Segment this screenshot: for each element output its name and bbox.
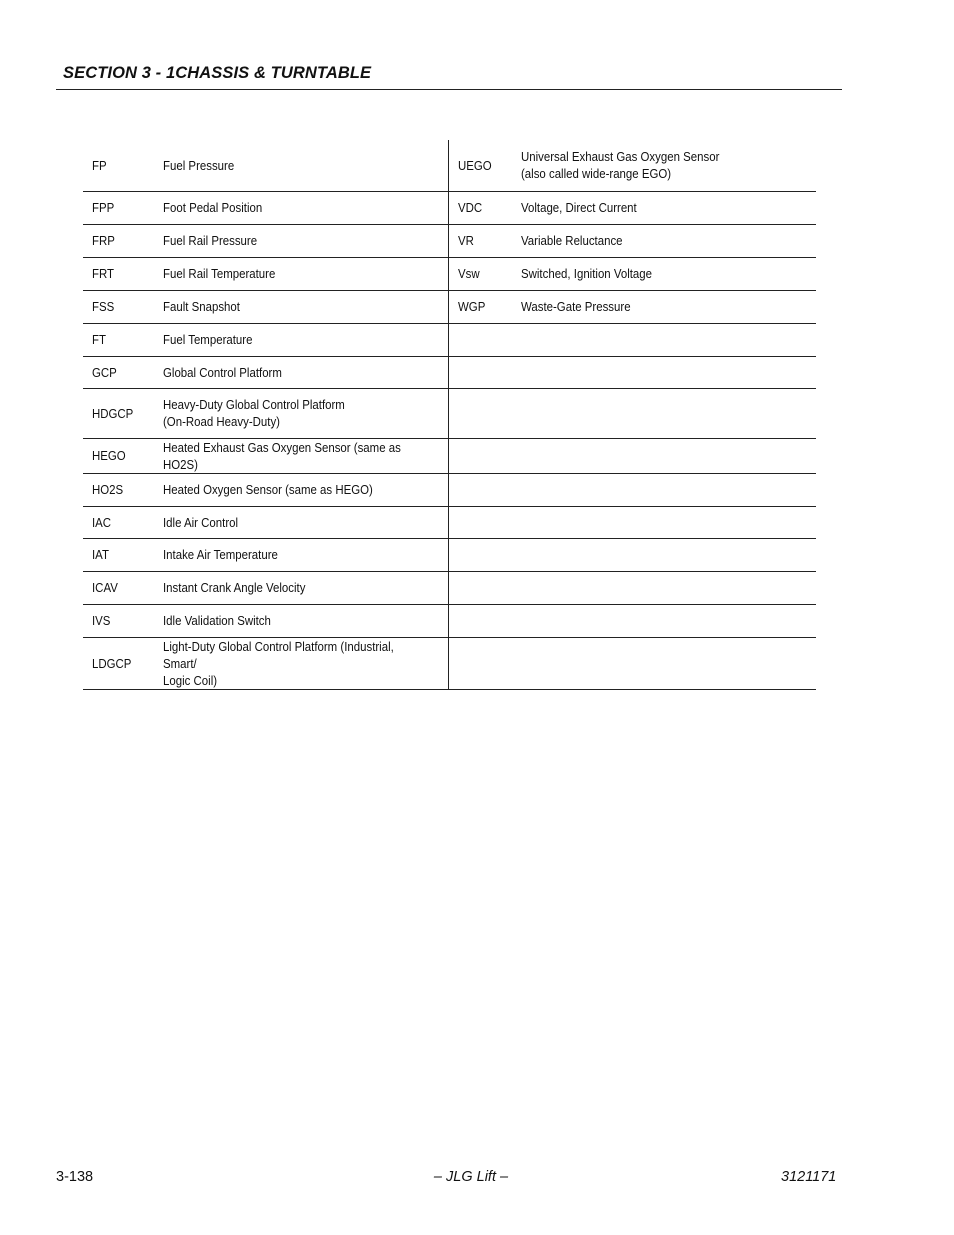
abbr-left-text: FP: [92, 157, 107, 173]
table-row: [83, 571, 816, 604]
table-row: [83, 473, 816, 506]
definition-right-text: Universal Exhaust Gas Oxygen Sensor (also called wide-range EGO): [520, 149, 719, 182]
abbr-left-text: FRP: [92, 233, 115, 248]
definition-left-text: Fuel Temperature: [163, 332, 253, 347]
table-row: [83, 323, 816, 356]
abbr-left-cell: [83, 571, 163, 604]
abbr-left-text: FT: [92, 332, 106, 347]
definition-left-text: Fuel Pressure: [163, 157, 235, 173]
abbr-right-text: Vsw: [458, 266, 480, 281]
abbr-left-text: FRT: [92, 266, 115, 281]
abbr-left-text: IAT: [92, 547, 109, 562]
definition-left-text: Heavy-Duty Global Control Platform (On-Road Heavy-Duty): [163, 397, 345, 429]
abbr-left-cell: [83, 224, 163, 257]
abbr-left-text: ICAV: [92, 580, 118, 595]
table-row: [83, 224, 816, 257]
definition-right-cell: [521, 323, 816, 356]
abbr-left-cell: [83, 637, 163, 689]
definition-left-cell: [163, 191, 449, 224]
definition-left-text: Heated Oxygen Sensor (same as HEGO): [163, 482, 373, 497]
table-row: [83, 604, 816, 637]
abbr-right-cell: [449, 604, 521, 637]
abbr-right-cell: [449, 224, 521, 257]
definition-right-text: Switched, Ignition Voltage: [520, 266, 652, 281]
definition-right-cell: [521, 290, 816, 323]
definition-left-cell: [163, 323, 449, 356]
definition-right-text: Voltage, Direct Current: [520, 200, 637, 215]
definition-right-cell: [521, 438, 816, 473]
section-title: SECTION 3 - 1CHASSIS & TURNTABLE: [63, 64, 372, 82]
definition-left-cell: [163, 604, 449, 637]
definition-right-cell: [521, 637, 816, 689]
abbr-left-text: GCP: [92, 364, 117, 380]
definition-right-cell: [521, 506, 816, 538]
header-rule: [56, 89, 842, 90]
document-number: 3121171: [781, 1169, 837, 1185]
abbr-left-text: HO2S: [92, 482, 124, 497]
definition-left-text: Idle Validation Switch: [163, 613, 271, 628]
abbr-right-cell: [449, 257, 521, 290]
abbr-right-cell: [449, 290, 521, 323]
definition-left-cell: [163, 356, 449, 388]
abbr-right-text: UEGO: [458, 157, 492, 173]
abbr-left-cell: [83, 506, 163, 538]
abbr-left-text: FPP: [92, 200, 115, 215]
abbr-right-cell: [449, 571, 521, 604]
footer-brand: – JLG Lift –: [433, 1169, 509, 1185]
definition-left-text: Fuel Rail Temperature: [163, 266, 276, 281]
definition-right-text: Waste-Gate Pressure: [520, 299, 631, 314]
abbr-left-cell: [83, 257, 163, 290]
table-row: [83, 637, 816, 689]
definition-right-cell: [521, 571, 816, 604]
abbr-left-text: HDGCP: [92, 405, 134, 421]
definition-left-text: Fuel Rail Pressure: [163, 233, 258, 248]
abbr-right-cell: [449, 637, 521, 689]
abbr-left-text: FSS: [92, 299, 115, 314]
definition-right-cell: [521, 356, 816, 388]
abbr-left-text: LDGCP: [92, 655, 132, 671]
abbr-left-text: IAC: [92, 514, 112, 530]
abbr-right-text: WGP: [458, 299, 486, 314]
abbr-right-cell: [449, 388, 521, 438]
abbr-left-cell: [83, 140, 163, 191]
abbr-right-cell: [449, 323, 521, 356]
abbr-right-cell: [449, 356, 521, 388]
abbr-right-cell: [449, 538, 521, 571]
definition-right-cell: [521, 388, 816, 438]
definition-left-text: Foot Pedal Position: [163, 200, 263, 215]
abbr-left-cell: [83, 438, 163, 473]
definition-right-cell: [521, 604, 816, 637]
abbr-right-cell: [449, 140, 521, 191]
definition-left-cell: [163, 473, 449, 506]
definition-left-cell: [163, 257, 449, 290]
table-row: [83, 290, 816, 323]
definition-right-cell: [521, 538, 816, 571]
abbr-left-text: IVS: [92, 613, 111, 628]
definition-right-cell: [521, 257, 816, 290]
abbr-right-cell: [449, 473, 521, 506]
table-row: [83, 257, 816, 290]
table-row: [83, 388, 816, 438]
definition-left-cell: [163, 438, 449, 473]
definition-left-cell: [163, 140, 449, 191]
definition-right-cell: [521, 140, 816, 191]
table-row: [83, 356, 816, 388]
definition-left-cell: [163, 224, 449, 257]
definition-right-cell: [521, 224, 816, 257]
abbr-left-cell: [83, 538, 163, 571]
abbr-left-cell: [83, 356, 163, 388]
definition-left-text: Intake Air Temperature: [163, 547, 278, 562]
table-row: [83, 191, 816, 224]
table-row: [83, 438, 816, 473]
table-row: [83, 538, 816, 571]
definition-left-cell: [163, 637, 449, 689]
definition-left-text: Light-Duty Global Control Platform (Industrial, Smart/ Logic Coil): [163, 638, 394, 688]
abbr-left-text: HEGO: [92, 448, 126, 463]
definition-right-cell: [521, 473, 816, 506]
abbr-left-cell: [83, 604, 163, 637]
abbr-right-text: VR: [458, 233, 474, 248]
definition-left-cell: [163, 388, 449, 438]
definition-left-text: Heated Exhaust Gas Oxygen Sensor (same as HO2S): [163, 439, 401, 472]
definition-left-text: Instant Crank Angle Velocity: [163, 580, 306, 595]
definition-left-cell: [163, 290, 449, 323]
definition-right-cell: [521, 191, 816, 224]
definition-right-text: Variable Reluctance: [520, 233, 623, 248]
abbr-right-text: VDC: [458, 200, 483, 215]
abbreviation-table: [83, 140, 816, 690]
page-number: 3-138: [56, 1169, 94, 1185]
abbr-right-cell: [449, 438, 521, 473]
definition-left-cell: [163, 571, 449, 604]
definition-left-text: Idle Air Control: [163, 514, 239, 530]
abbr-right-cell: [449, 191, 521, 224]
definition-left-text: Global Control Platform: [163, 364, 282, 380]
abbr-left-cell: [83, 323, 163, 356]
abbr-left-cell: [83, 191, 163, 224]
definition-left-text: Fault Snapshot: [163, 299, 240, 314]
table-row: [83, 506, 816, 538]
abbr-left-cell: [83, 473, 163, 506]
definition-left-cell: [163, 506, 449, 538]
abbr-right-cell: [449, 506, 521, 538]
abbr-left-cell: [83, 290, 163, 323]
abbreviation-table-body: [83, 140, 816, 689]
abbr-left-cell: [83, 388, 163, 438]
definition-left-cell: [163, 538, 449, 571]
table-row: [83, 140, 816, 191]
